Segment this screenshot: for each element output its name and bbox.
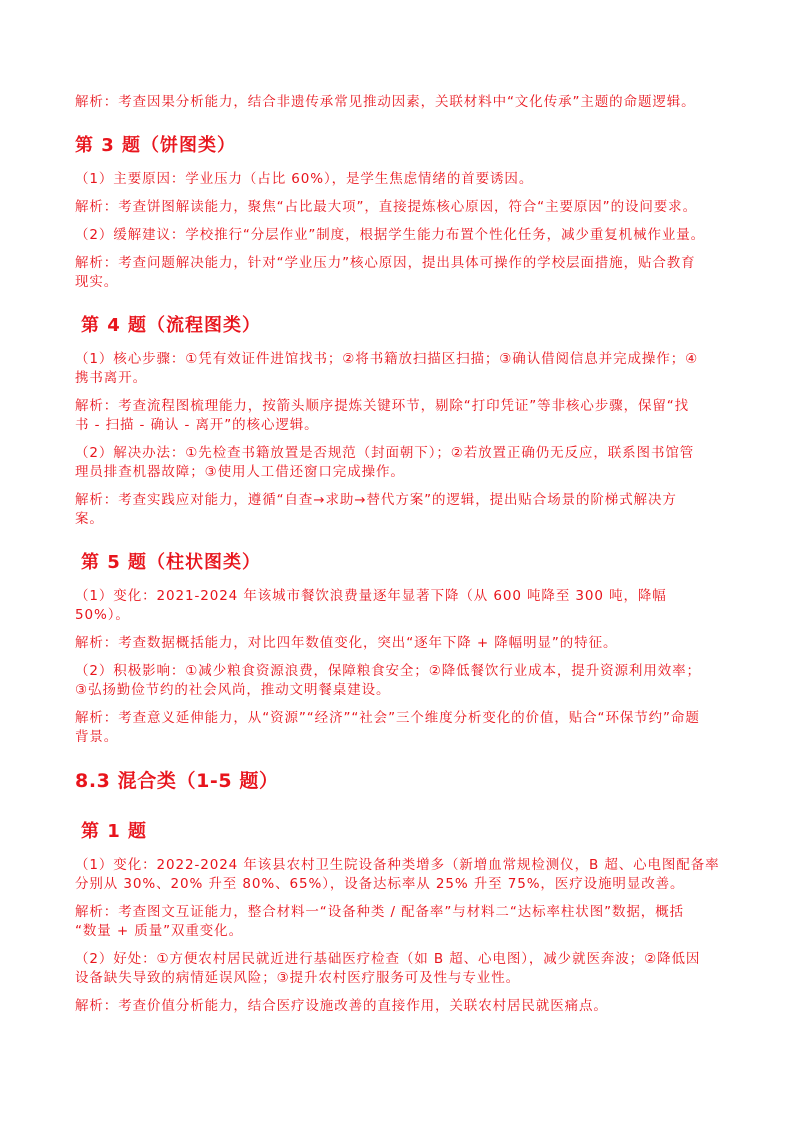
q1-analysis-2 bbox=[75, 997, 735, 1016]
text-line: 解析：考查问题解决能力，针对“学业压力”核心原因，提出具体可操作的学校层面措施，贴合教育 bbox=[75, 255, 696, 271]
text-line: （1）变化：2021-2024 年该城市餐饮浪费量逐年显著下降（从 600 吨降至 300 吨，降幅 bbox=[75, 588, 667, 604]
text-line: 解析：考查数据概括能力，对比四年数值变化，突出“逐年下降 + 降幅明显”的特征。 bbox=[75, 635, 618, 651]
q3-analysis-2 bbox=[75, 254, 735, 292]
q3-answer-1 bbox=[75, 170, 735, 189]
text-line: 现实。 bbox=[75, 274, 119, 290]
text-line: 解析：考查因果分析能力，结合非遗传承常见推动因素，关联材料中“文化传承”主题的命题逻辑。 bbox=[75, 94, 696, 110]
q1-heading: 第 1 题 bbox=[81, 821, 148, 842]
text-line: （2）积极影响：①减少粮食资源浪费，保障粮食安全；②降低餐饮行业成本，提升资源利用效率； bbox=[75, 663, 701, 679]
text-line: 设备缺失导致的病情延误风险；③提升农村医疗服务可及性与专业性。 bbox=[75, 970, 521, 986]
q4-answer-2 bbox=[75, 444, 735, 482]
q5-analysis-1 bbox=[75, 634, 735, 653]
text-line: 解析：考查意义延伸能力，从“资源”“经济”“社会”三个维度分析变化的价值，贴合“环保节约”命题 bbox=[75, 710, 700, 726]
q5-answer-2 bbox=[75, 662, 735, 700]
q4-heading: 第 4 题（流程图类） bbox=[81, 315, 262, 336]
q5-heading: 第 5 题（柱状图类） bbox=[81, 552, 262, 573]
intro-analysis bbox=[75, 93, 735, 112]
q5-answer-1 bbox=[75, 587, 735, 625]
q4-analysis-1 bbox=[75, 397, 735, 435]
text-line: 50%）。 bbox=[75, 607, 130, 623]
text-line: 解析：考查流程图梳理能力，按箭头顺序提炼关键环节，剔除“打印凭证”等非核心步骤，保留“找 bbox=[75, 398, 690, 414]
q4-analysis-2 bbox=[75, 491, 735, 529]
text-line: 背景。 bbox=[75, 729, 119, 745]
text-line: （1）核心步骤：①凭有效证件进馆找书；②将书籍放扫描区扫描；③确认借阅信息并完成操作；④ bbox=[75, 351, 699, 367]
text-line: （1）变化：2022-2024 年该县农村卫生院设备种类增多（新增血常规检测仪，B 超、心电图配备率 bbox=[75, 857, 720, 873]
section-8-3-heading: 8.3 混合类（1-5 题） bbox=[75, 770, 279, 792]
q3-analysis-1 bbox=[75, 198, 735, 217]
text-line: 解析：考查饼图解读能力，聚焦“占比最大项”，直接提炼核心原因，符合“主要原因”的设问要求。 bbox=[75, 199, 697, 215]
q1-answer-2 bbox=[75, 950, 735, 988]
text-line: （2）缓解建议：学校推行“分层作业”制度，根据学生能力布置个性化任务，减少重复机械作业量。 bbox=[75, 227, 706, 243]
q1-answer-1 bbox=[75, 856, 735, 894]
text-line: 理员排查机器故障；③使用人工借还窗口完成操作。 bbox=[75, 464, 405, 480]
text-line: 解析：考查实践应对能力，遵循“自查→求助→替代方案”的逻辑，提出贴合场景的阶梯式解决方 bbox=[75, 492, 677, 508]
text-line: 分别从 30%、20% 升至 80%、65%），设备达标率从 25% 升至 75%，医疗设施明显改善。 bbox=[75, 876, 685, 892]
text-line: 案。 bbox=[75, 511, 104, 527]
text-line: （1）主要原因：学业压力（占比 60%），是学生焦虑情绪的首要诱因。 bbox=[75, 171, 534, 187]
text-line: （2）解决办法：①先检查书籍放置是否规范（封面朝下）；②若放置正确仍无反应，联系图书馆管 bbox=[75, 445, 695, 461]
q3-answer-2 bbox=[75, 226, 735, 245]
q5-analysis-2 bbox=[75, 709, 735, 747]
text-line: （2）好处：①方便农村居民就近进行基础医疗检查（如 B 超、心电图），减少就医奔波；②降低因 bbox=[75, 951, 701, 967]
text-line: 解析：考查价值分析能力，结合医疗设施改善的直接作用，关联农村居民就医痛点。 bbox=[75, 998, 608, 1014]
q1-analysis-1 bbox=[75, 903, 735, 941]
q3-heading: 第 3 题（饼图类） bbox=[75, 135, 237, 156]
text-line: 携书离开。 bbox=[75, 370, 147, 386]
text-line: 书 - 扫描 - 确认 - 离开”的核心逻辑。 bbox=[75, 417, 319, 433]
text-line: ③弘扬勤俭节约的社会风尚，推动文明餐桌建设。 bbox=[75, 682, 391, 698]
q4-answer-1 bbox=[75, 350, 735, 388]
text-line: 解析：考查图文互证能力，整合材料一“设备种类 / 配备率”与材料二“达标率柱状图”数据，概括 bbox=[75, 904, 685, 920]
text-line: “数量 + 质量”双重变化。 bbox=[75, 923, 243, 939]
